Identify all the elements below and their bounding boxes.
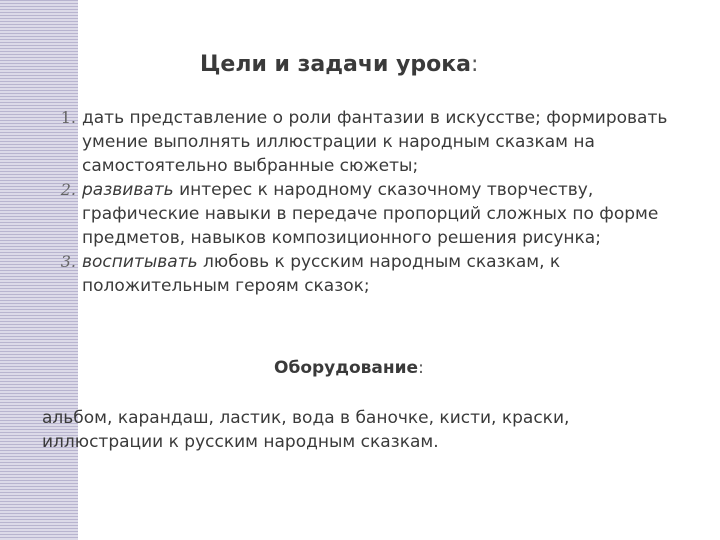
- goals-list: [14, 106, 704, 298]
- goal-text: дать представление о роли фантазии в искусстве; формировать умение выполнять иллюстрации к народным сказкам на самостоятельно выбранные сюжеты;: [82, 108, 668, 176]
- goal-text: любовь к русским народным сказкам, к положительным героям сказок;: [82, 252, 561, 296]
- goal-number: 2.: [60, 180, 76, 199]
- equipment-heading: [274, 358, 424, 378]
- goal-item-2: [14, 178, 704, 250]
- goal-item-1: [14, 106, 704, 178]
- goal-text: интерес к народному сказочному творчеству, графические навыки в передаче пропорций сложных по форме предметов, навыков композиционного решения рисунка;: [82, 180, 659, 248]
- goal-lead-verb: развивать: [82, 180, 174, 200]
- equipment-heading-text: Оборудование: [274, 358, 419, 378]
- goal-number: 1.: [60, 108, 76, 127]
- goal-number: 3.: [60, 252, 76, 271]
- goal-lead-verb: воспитывать: [82, 252, 198, 272]
- slide-title: [200, 52, 478, 77]
- goal-item-3: [14, 250, 704, 298]
- slide-title-text: Цели и задачи урока: [200, 52, 471, 77]
- equipment-heading-colon: :: [418, 358, 424, 378]
- slide-title-colon: :: [471, 52, 479, 77]
- equipment-list-text: альбом, карандаш, ластик, вода в баночке, кисти, краски, иллюстрации к русским народным сказкам.: [42, 408, 570, 452]
